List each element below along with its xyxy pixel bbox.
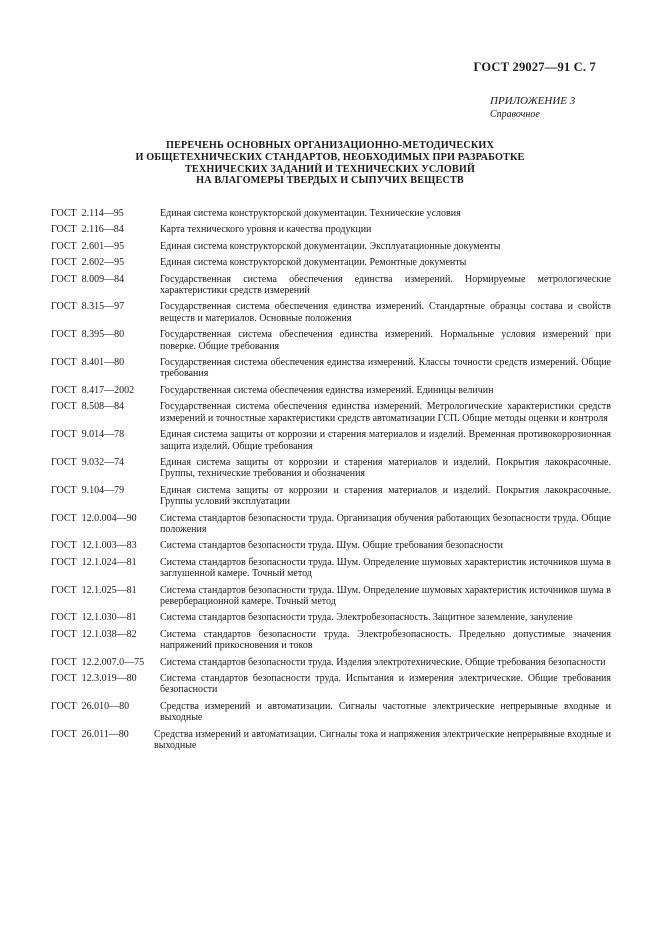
standard-code: ГОСТ 2.116—84 [51, 224, 124, 236]
standard-description: Система стандартов безопасности труда. Организация обучения работающих безопасности труда. Общие положения [160, 512, 611, 535]
standard-row [51, 657, 611, 668]
standard-description: Система стандартов безопасности труда. Изделия электротехнические. Общие требования безопасности [160, 656, 606, 668]
standard-row [51, 301, 611, 324]
standard-description: Государственная система обеспечения единства измерений. Классы точности средств измерений. Общие требования [160, 357, 611, 380]
standard-code: ГОСТ 8.417—2002 [51, 384, 135, 396]
standard-code: ГОСТ 12.1.038—82 [51, 628, 137, 640]
standard-row [51, 485, 611, 508]
standard-row [51, 612, 611, 623]
standard-code: ГОСТ 12.0.004—90 [51, 512, 137, 524]
standard-code: ГОСТ 2.602—95 [51, 257, 125, 269]
standard-row [51, 274, 611, 297]
standard-row [51, 429, 611, 452]
standard-row [51, 701, 611, 724]
standard-code: ГОСТ 9.032—74 [51, 456, 125, 468]
standard-row [51, 257, 611, 268]
standard-description: Система стандартов безопасности труда. Шум. Общие требования безопасности [160, 540, 504, 552]
title-line: ТЕХНИЧЕСКИХ ЗАДАНИЙ И ТЕХНИЧЕСКИХ УСЛОВИЙ [184, 163, 476, 175]
standard-code: ГОСТ 2.114—95 [51, 208, 124, 219]
standards-list [51, 208, 611, 756]
standard-row [51, 241, 611, 252]
standard-description: Карта технического уровня и качества продукции [160, 224, 372, 236]
standard-description: Система стандартов безопасности труда. Электробезопасность. Защитное заземление, зануление [160, 612, 573, 624]
standard-row [51, 729, 611, 752]
standard-description: Единая система конструкторской документации. Эксплуатационные документы [160, 240, 501, 252]
standard-code: ГОСТ 8.401—80 [51, 357, 125, 369]
standard-description: Система стандартов безопасности труда. Испытания и измерения электрические. Общие требования безопасности [160, 673, 611, 696]
standard-code: ГОСТ 8.315—97 [51, 301, 125, 313]
standard-code: ГОСТ 12.1.003—83 [51, 540, 137, 552]
appendix-label: ПРИЛОЖЕНИЕ 3 [490, 95, 576, 107]
standard-row [51, 401, 611, 424]
standard-row [51, 540, 611, 551]
standard-row [51, 629, 611, 652]
standard-description: Государственная система обеспечения единства измерений. Нормальные условия измерений при поверке. Общие требования [160, 329, 611, 352]
title-line: ПЕРЕЧЕНЬ ОСНОВНЫХ ОРГАНИЗАЦИОННО-МЕТОДИЧЕСКИХ [166, 140, 494, 151]
standard-row [51, 385, 611, 396]
standard-description: Государственная система обеспечения единства измерений. Нормируемые метрологические характеристики средств измерений [160, 273, 611, 297]
standard-description: Система стандартов безопасности труда. Шум. Определение шумовых характеристик источников шума в заглушенной камере. Точный метод [160, 556, 611, 580]
standard-code: ГОСТ 8.009—84 [51, 273, 125, 285]
standard-description: Государственная система обеспечения единства измерений. Метрологические характеристики средств измерений и точностные характеристики средств автоматизации ГСП. Общие методы оценки и контроля [160, 401, 611, 424]
standard-row [51, 457, 611, 480]
standard-description: Средства измерений и автоматизации. Сигналы частотные электрические непрерывные входные и выходные [160, 700, 611, 724]
standard-code: ГОСТ 2.601—95 [51, 240, 125, 252]
standard-description: Государственная система обеспечения единства измерений. Стандартные образцы состава и свойств веществ и материалов. Основные положения [160, 301, 611, 324]
standard-row [51, 557, 611, 580]
standard-code: ГОСТ 8.395—80 [51, 329, 125, 341]
standard-description: Государственная система обеспечения единства измерений. Единицы величин [160, 384, 494, 396]
standard-description: Система стандартов безопасности труда. Электробезопасность. Предельно допустимые значения напряжений прикосновения и токов [160, 628, 611, 652]
title-line: НА ВЛАГОМЕРЫ ТВЕРДЫХ И СЫПУЧИХ ВЕЩЕСТВ [196, 175, 464, 187]
standard-row [51, 329, 611, 352]
page-header-doc-ref: ГОСТ 29027—91 С. 7 [473, 60, 596, 74]
standard-description: Система стандартов безопасности труда. Шум. Определение шумовых характеристик источников шума в реверберационной камере. Точный метод [160, 584, 611, 607]
standard-row [51, 673, 611, 696]
standard-description: Единая система защиты от коррозии и старения материалов и изделий. Покрытия лакокрасочные. Группы условий эксплуатации [160, 484, 611, 508]
standard-row [51, 513, 611, 536]
standard-code: ГОСТ 9.104—79 [51, 484, 125, 496]
standard-code: ГОСТ 12.3.019—80 [51, 673, 137, 684]
title-line: И ОБЩЕТЕХНИЧЕСКИХ СТАНДАРТОВ, НЕОБХОДИМЫХ ПРИ РАЗРАБОТКЕ [135, 151, 525, 163]
standard-row [51, 357, 611, 380]
standard-code: ГОСТ 12.1.025—81 [51, 584, 137, 596]
standard-code: ГОСТ 12.2.007.0—75 [51, 656, 145, 668]
appendix-sublabel: Справочное [490, 109, 540, 120]
standard-code: ГОСТ 26.011—80 [51, 728, 129, 740]
document-title [40, 140, 620, 187]
standard-row [51, 208, 611, 219]
standard-code: ГОСТ 12.1.024—81 [51, 556, 137, 568]
standard-description: Средства измерений и автоматизации. Сигналы тока и напряжения электрические непрерывные входные и выходные [154, 728, 611, 752]
standard-description: Единая система конструкторской документации. Технические условия [160, 208, 461, 219]
standard-code: ГОСТ 8.508—84 [51, 401, 125, 413]
standard-row [51, 224, 611, 235]
appendix-block [490, 95, 575, 121]
standard-code: ГОСТ 12.1.030—81 [51, 612, 137, 624]
standard-description: Единая система защиты от коррозии и старения материалов и изделий. Покрытия лакокрасочные. Группы, технические требования и обозначения [160, 456, 611, 480]
standard-code: ГОСТ 9.014—78 [51, 429, 125, 441]
standard-code: ГОСТ 26.010—80 [51, 700, 130, 712]
standard-description: Единая система защиты от коррозии и старения материалов и изделий. Временная противокоррозионная защита изделий. Общие требования [160, 429, 611, 452]
standard-row [51, 585, 611, 608]
standard-description: Единая система конструкторской документации. Ремонтные документы [160, 257, 467, 269]
